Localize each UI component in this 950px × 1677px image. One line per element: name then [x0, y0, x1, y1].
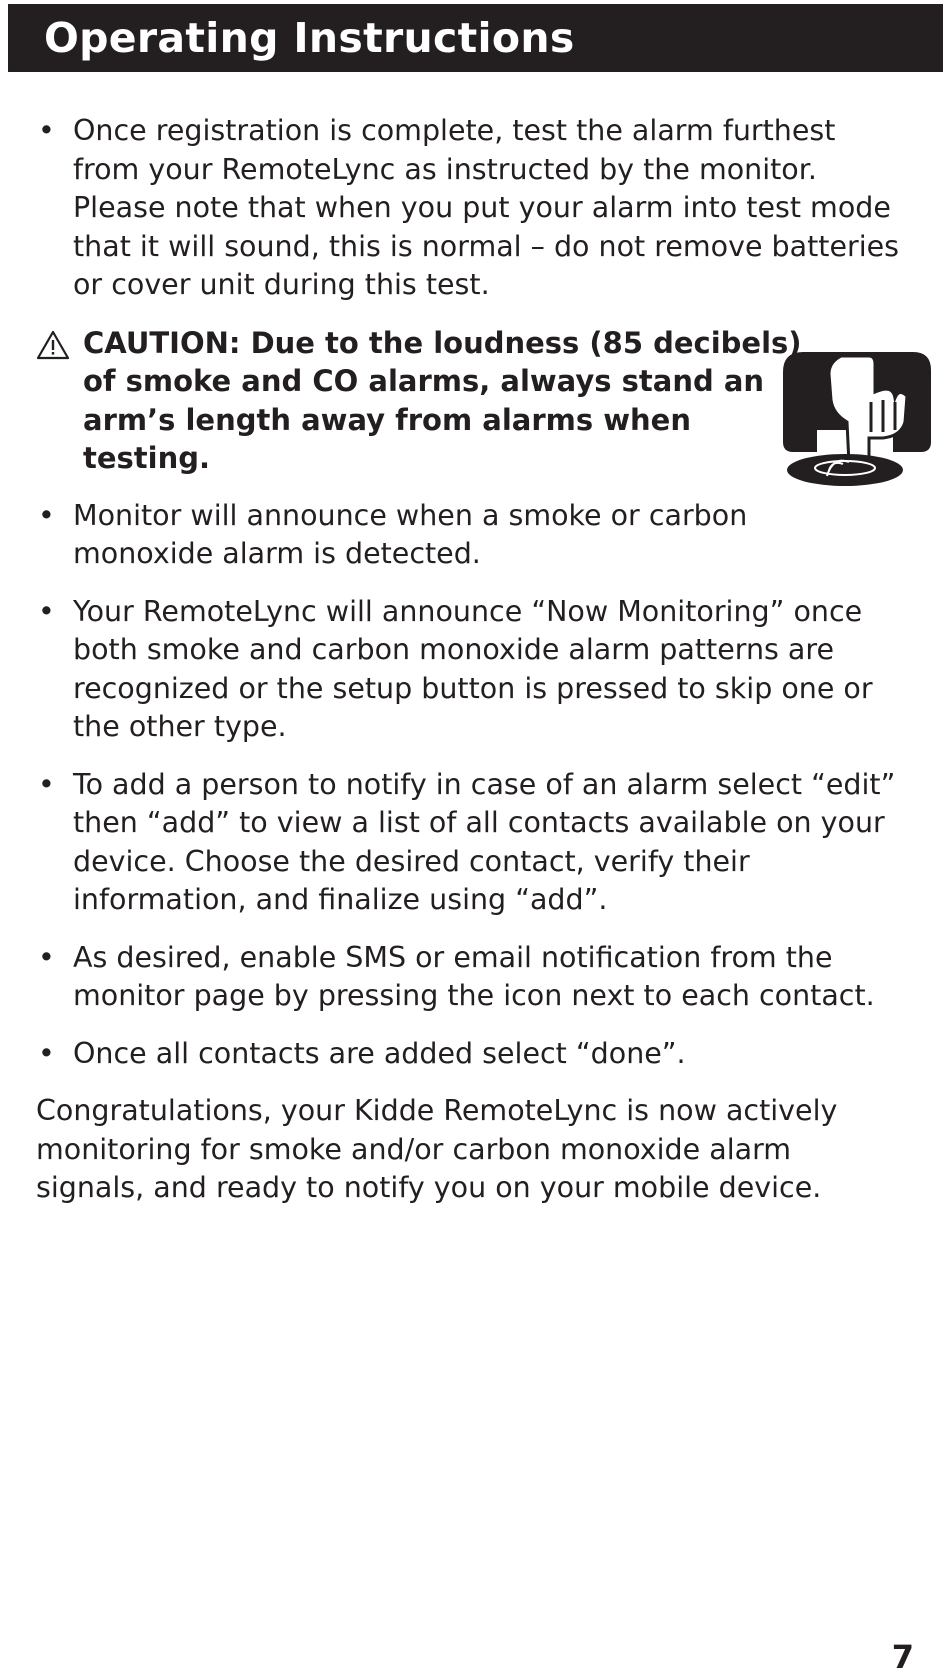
page-title: Operating Instructions — [44, 14, 575, 62]
list-item — [36, 593, 906, 747]
list-item-text: To add a person to notify in case of an alarm select “edit” then “add” to view a list of all contacts available on your device. Choose the desired contact, verify their information, and finalize using “add”. — [73, 767, 896, 916]
closing-paragraph: Congratulations, your Kidde RemoteLync is now actively monitoring for smoke and/or carbon monoxide alarm signals, and ready to notify you on your mobile device. — [36, 1094, 838, 1204]
list-item-text: As desired, enable SMS or email notification from the monitor page by pressing the icon next to each contact. — [73, 940, 875, 1012]
bullet-dot: • — [38, 940, 55, 974]
page-number: 7 — [891, 1638, 914, 1676]
list-item — [36, 497, 793, 574]
caution-note — [36, 324, 803, 478]
list-item-text: Once registration is complete, test the alarm furthest from your RemoteLync as instructed by the monitor. Please note that when you put your alarm into test mode that it will sound, this is normal – do not remove batteries or cover unit during this test. — [73, 114, 900, 301]
caution-text: CAUTION: Due to the loudness (85 decibels) of smoke and CO alarms, always stand an arm’s length away from alarms when testing. — [83, 325, 802, 475]
list-item-text: Monitor will announce when a smoke or carbon monoxide alarm is detected. — [73, 498, 748, 570]
main-content — [36, 112, 906, 1208]
list-item — [36, 112, 906, 305]
list-item-text: Once all contacts are added select “done”. — [73, 1036, 686, 1070]
title-bar — [8, 4, 943, 72]
bullet-dot: • — [38, 1036, 55, 1070]
bullet-dot: • — [38, 498, 55, 532]
bullet-dot: • — [38, 767, 55, 801]
list-item — [36, 1035, 906, 1074]
list-item — [36, 766, 906, 920]
list-item — [36, 939, 906, 1016]
bullet-dot: • — [38, 114, 55, 147]
list-item-text: Your RemoteLync will announce “Now Monitoring” once both smoke and carbon monoxide alarm patterns are recognized or the setup button is pressed to skip one or the other type. — [73, 594, 873, 743]
bullet-dot: • — [38, 594, 55, 628]
warning-triangle-icon — [36, 330, 70, 360]
